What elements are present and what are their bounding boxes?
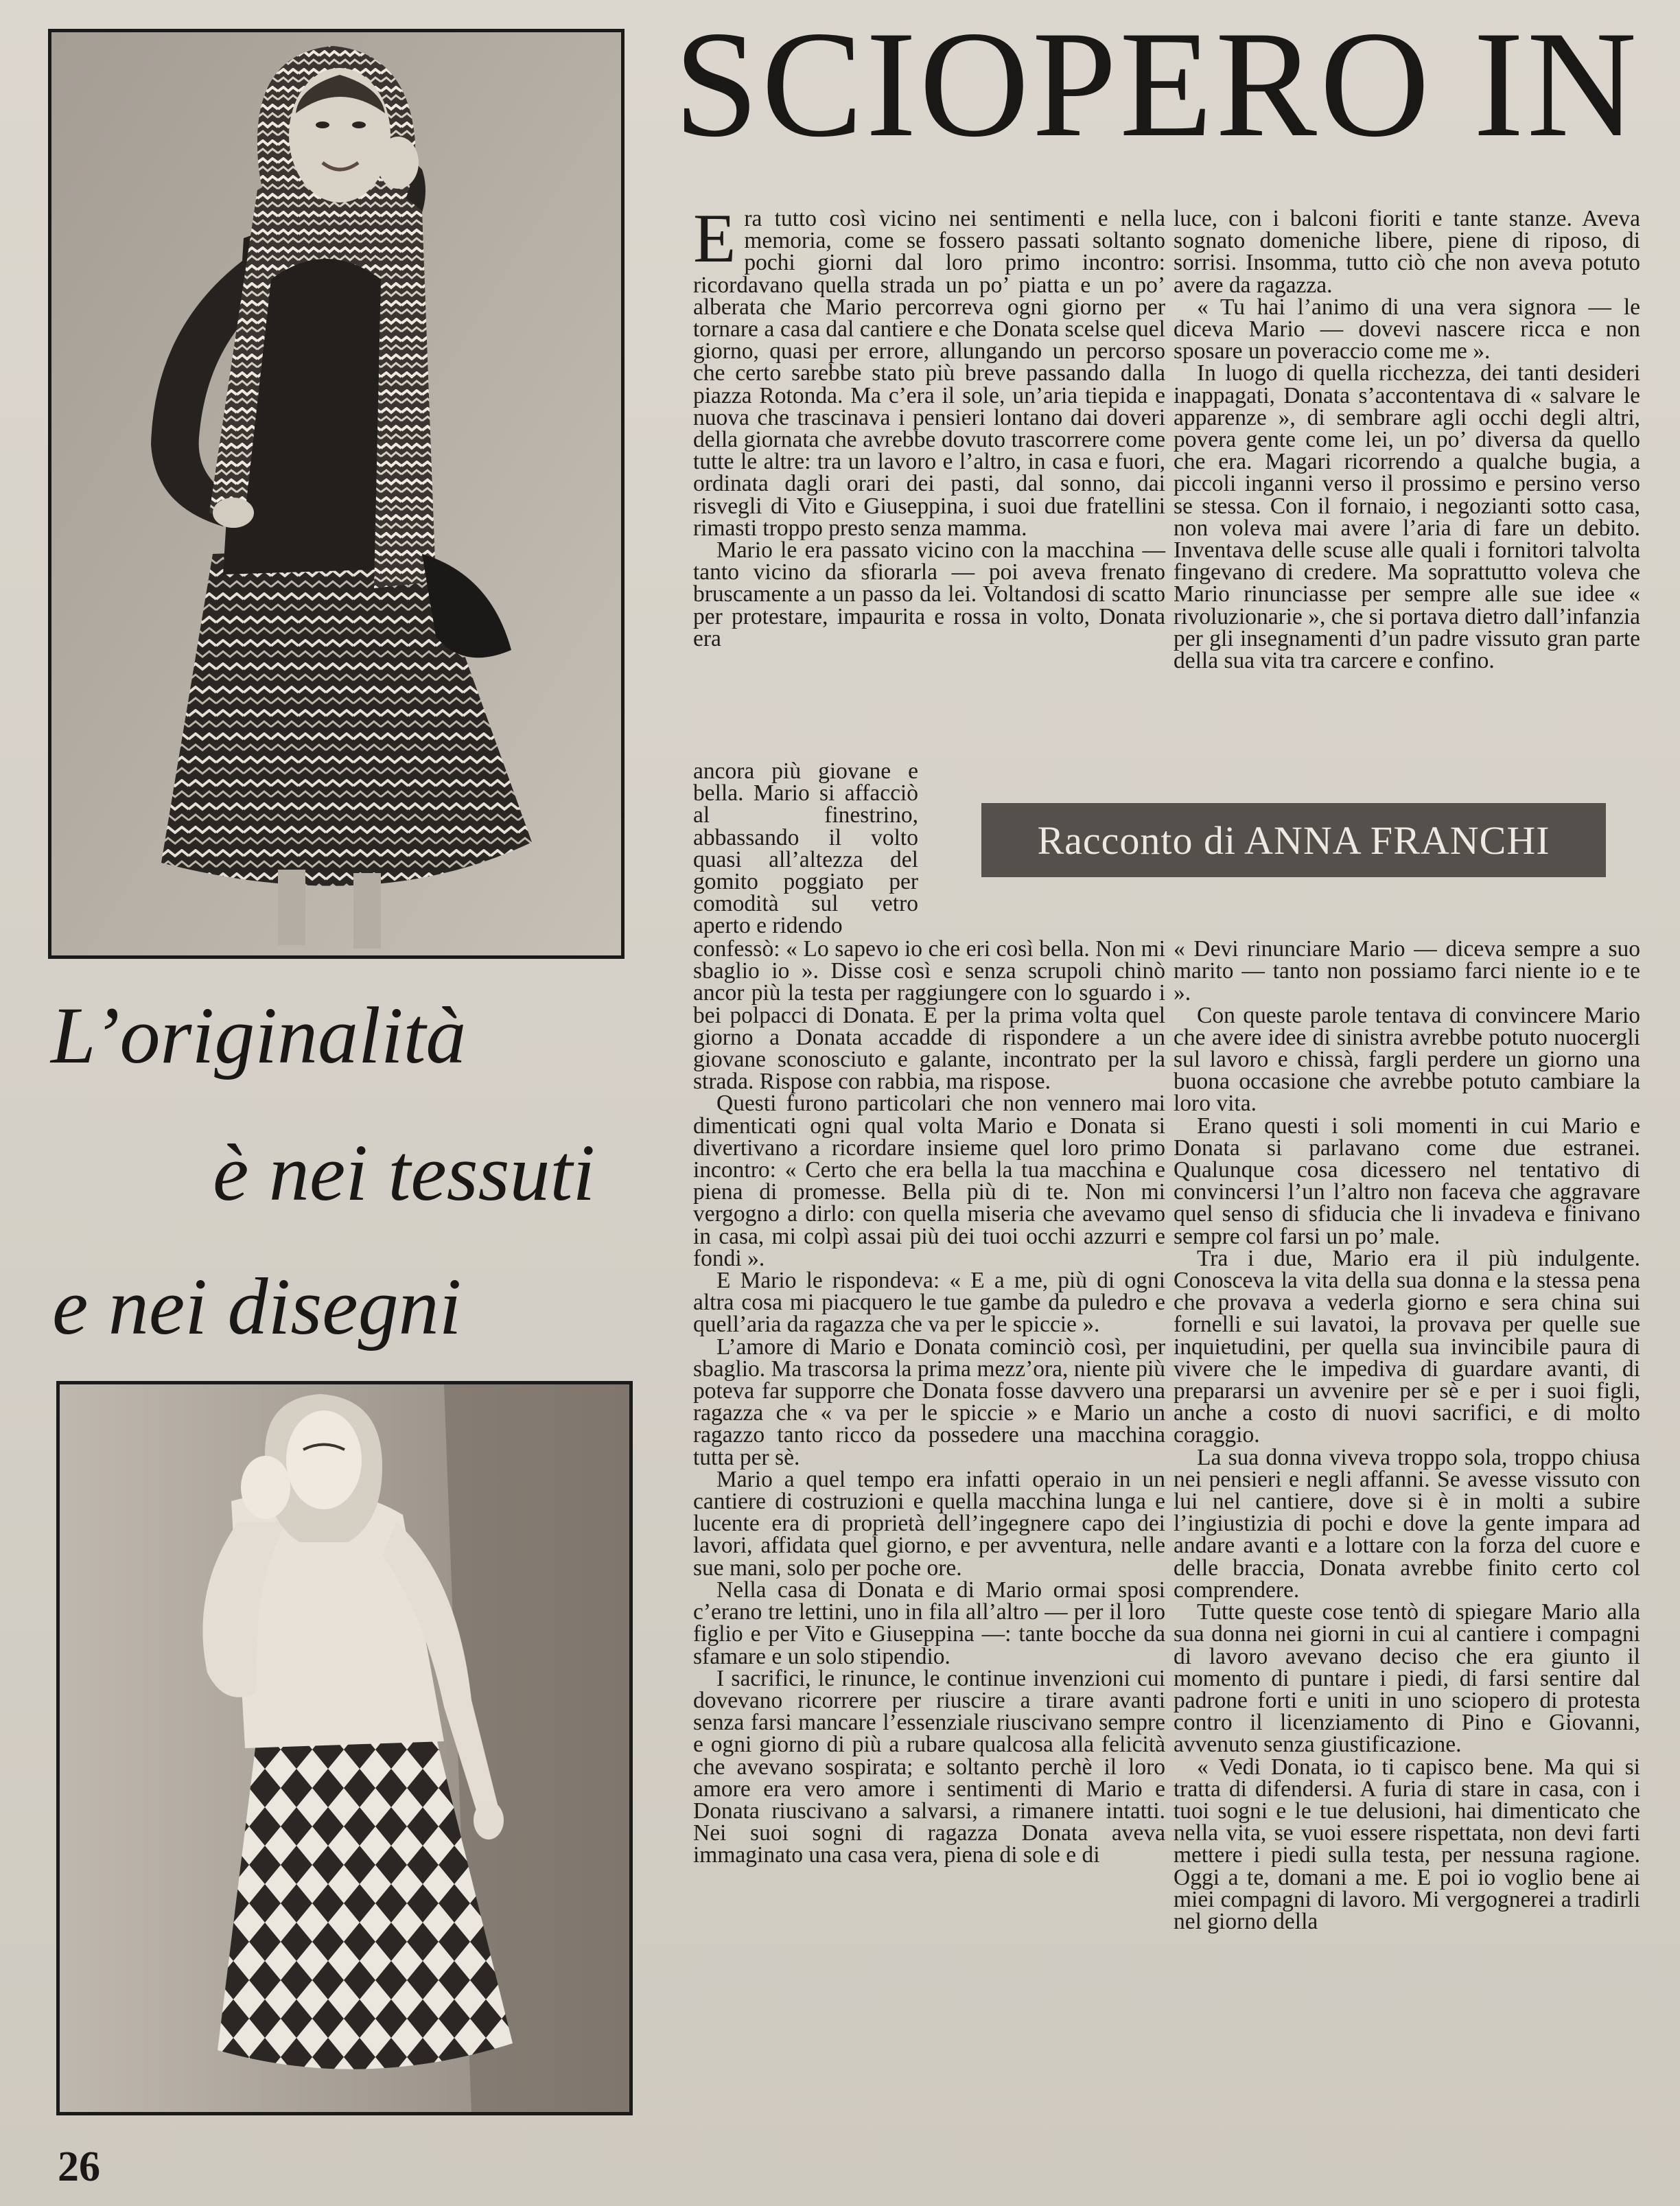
story-column-1-narrow (693, 758, 918, 939)
story-paragraph: In luogo di quella ricchezza, dei tanti desideri inappagati, Donata s’accontentava di « salvare le apparenze », di sembrare agli occhi degli altri, povera gente come lei, un po’ diversa da quello che era. Magari ricorrendo a qualche bugia, a piccoli inganni verso il prossimo e persino verso se stessa. Con il fornaio, i negozianti sotto casa, non voleva mai avere l’aria di fare un debito. Inventava delle scuse alle quali i fornitori talvolta fingevano di credere. Ma soprattutto voleva che Mario rinunciasse per sempre alle sue idee « rivoluzionarie », che si portava dietro dall’infanzia per gli insegnamenti d’un padre vissuto gran parte della sua vita tra carcere e confino. (1174, 360, 1640, 674)
page-number: 26 (58, 2144, 100, 2190)
byline-author: ANNA FRANCHI (1244, 817, 1550, 863)
story-column-2-bottom (1174, 938, 1640, 1933)
side-title-line-2: è nei tessuti (213, 1128, 596, 1218)
photo-woman-knit-dress (48, 29, 625, 959)
story-paragraph: La sua donna viveva troppo sola, troppo chiusa nei pensieri e negli affanni. Se avesse vissuto con lui nel cantiere, dove si è in molti a subire l’ingiustizia di pochi e dove la gente impara ad andare avanti e a lottare con la forza del cuore e delle braccia, Donata avrebbe finito certo col comprendere. (1174, 1444, 1640, 1603)
story-paragraph: Con queste parole tentava di convincere Mario che avere idee di sinistra avrebbe potuto nuocergli sul lavoro e chissà, fargli perdere un giorno una buona occasione che avrebbe potuto cambiare la loro vita. (1174, 1002, 1640, 1117)
story-paragraph: confessò: « Lo sapevo io che eri così bella. Non mi sbaglio io ». Disse così e senza scrupoli chinò ancor più la testa per raggiungere con lo sguardo i bei polpacci di Donata. E per la prima volta quel giorno a Donata accadde di rispondere a un giovane sconosciuto e galante, incontrato per la strada. Rispose con rabbia, ma rispose. (693, 936, 1165, 1095)
story-paragraph: Tra i due, Mario era il più indulgente. Conosceva la vita della sua donna e la stessa pena che provava a vederla giorno e sera china sui fornelli e sui lavatoi, la provava per quelle sue inquietudini, per quella sua invincibile paura di vivere che le impediva di guardare avanti, di prepararsi un avvenire per sè e per i suoi figli, anche a costo di nuovi sacrifici, e di molto coraggio. (1174, 1245, 1640, 1448)
story-paragraph: « Devi rinunciare Mario — diceva sempre a suo marito — tanto non possiamo farci niente io e te ». (1174, 936, 1640, 1006)
story-paragraph: Nella casa di Donata e di Mario ormai sposi c’erano tre lettini, uno in fila all’altro — per il loro figlio e per Vito e Giuseppina —: tante bocche da sfamare e un solo stipendio. (693, 1577, 1165, 1669)
story-paragraph: « Tu hai l’animo di una vera signora — le diceva Mario — dovevi nascere ricca e non sposare un poveraccio come me ». (1174, 294, 1640, 364)
photo-woman-harlequin-skirt (56, 1381, 633, 2115)
story-paragraph: I sacrifici, le rinunce, le continue invenzioni cui dovevano ricorrere per riuscire a tirare avanti senza farsi mancare l’essenziale riuscivano sempre e ogni giorno di più a rubare qualcosa alla felicità che avevano sospirata; e soltanto perchè il loro amore era vero amore i sentimenti di Mario e Donata riuscivano a salvarsi, a rimanere intatti. Nei suoi sogni di ragazza Donata aveva immaginato una casa vera, piena di sole e di (693, 1665, 1165, 1868)
drop-cap: E (693, 200, 736, 277)
story-paragraph: Mario a quel tempo era infatti operaio in un cantiere di costruzioni e quella macchina lunga e lucente era di proprietà dell’ingegnere capo dei lavori, affidata quel giorno, e per avventura, nelle sue mani, solo per poche ore. (693, 1466, 1165, 1581)
story-paragraph: Mario le era passato vicino con la macchina — tanto vicino da sfiorarla — poi aveva frenato bruscamente a un passo da lei. Voltandosi di scatto per protestare, impaurita e rossa in volto, Donata era (693, 537, 1165, 651)
story-paragraph: Erano questi i soli momenti in cui Mario e Donata si parlavano come due estranei. Qualunque cosa dicessero nel tentativo di convincersi l’un l’altro non faceva che aggravare quel senso di sfiducia che li invadeva e finivano sempre col farsi un po’ male. (1174, 1113, 1640, 1249)
fashion-photo-top (51, 32, 621, 955)
story-paragraph: « Vedi Donata, io ti capisco bene. Ma qui si tratta di difendersi. A furia di stare in casa, con i tuoi sogni e le tue delusioni, hai dimenticato che nella vita, se vuoi essere rispettata, non devi farti mettere i piedi sulla testa, per nessuna ragione. Oggi a te, domani a me. E poi io voglio bene ai miei compagni di lavoro. Mi vergognerei a tradirli nel giorno della (1174, 1754, 1640, 1934)
story-paragraph: E Mario le rispondeva: « E a me, più di ogni altra cosa mi piacquero le tue gambe da puledro e quell’aria da ragazza che va per le spiccie ». (693, 1268, 1165, 1338)
side-title-line-3: e nei disegni (52, 1262, 462, 1351)
side-title-line-1: L’originalità (51, 990, 467, 1080)
story-paragraph: ancora più giovane e bella. Mario si affacciò al finestrino, abbassando il volto quasi all’altezza del gomito poggiato per comodità sul vetro aperto e ridendo (693, 758, 918, 939)
story-column-1-top (693, 200, 1165, 651)
story-paragraph: Tutte queste cose tentò di spiegare Mario alla sua donna nei giorni in cui al cantiere i compagni di lavoro avevano deciso che era giunto il momento di puntare i piedi, di farsi sentire dal padrone forti e uniti in uno sciopero di protesta contro il licenziamento di Pino e Giovanni, avvenuto senza giustificazione. (1174, 1599, 1640, 1758)
story-column-1-bottom (693, 938, 1165, 1867)
fashion-photo-bottom (60, 1384, 629, 2112)
story-paragraph: luce, con i balconi fioriti e tante stanze. Aveva sognato domeniche libere, piene di riposo, di sorrisi. Insomma, tutto ciò che non aveva potuto avere da ragazza. (1174, 206, 1640, 298)
headline: SCIOPERO IN (674, 0, 1640, 169)
story-paragraph: Era tutto così vicino nei sentimenti e nella memoria, come se fossero passati soltanto pochi giorni dal loro primo incontro: ricordavano quella strada un po’ piatta e un po’ alberata che Mario percorreva ogni giorno per tornare a casa dal cantiere e che Donata scelse quel giorno, quasi per errore, allungando un percorso che certo sarebbe stato più breve passando dalla piazza Rotonda. Ma c’era il sole, un’aria tiepida e nuova che trascinava i pensieri lontano dai doveri della giornata che avrebbe dovuto trascorrere come tutte le altre: tra un lavoro e l’altro, in casa e fuori, ordinata dagli orari dei pasti, dal sonno, dai risvegli di Vito e Giuseppina, i suoi due fratellini rimasti troppo presto senza mamma. (693, 200, 1165, 541)
story-column-2-top (1174, 208, 1640, 672)
story-paragraph: L’amore di Mario e Donata cominciò così, per sbaglio. Ma trascorsa la prima mezz’ora, niente più poteva far supporre che Donata fosse davvero una ragazza che « va per le spiccie » e Mario un ragazzo tanto ricco da possedere una macchina tutta per sè. (693, 1334, 1165, 1470)
story-paragraph: Questi furono particolari che non vennero mai dimenticati ogni qual volta Mario e Donata si divertivano a ricordare insieme quel loro primo incontro: « Certo che era bella la tua macchina e piena di promesse. Bella più di te. Non mi vergogno a dirlo: con quella miseria che avevamo in casa, mi colpì assai più dei tuoi occhi azzurri e fondi ». (693, 1091, 1165, 1271)
byline-prefix: Racconto di (1037, 817, 1237, 863)
author-byline (981, 803, 1606, 877)
